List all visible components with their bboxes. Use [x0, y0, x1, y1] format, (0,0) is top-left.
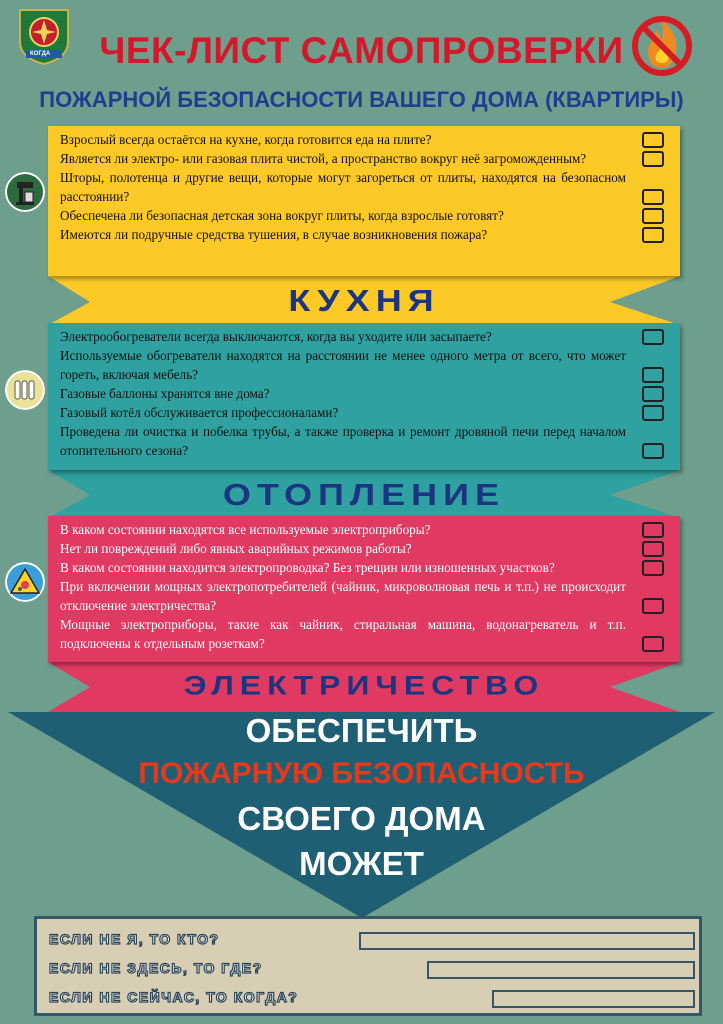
page-subtitle: ПОЖАРНОЙ БЕЗОПАСНОСТИ ВАШЕГО ДОМА (КВАРТИРЫ) [39, 87, 684, 112]
emblem-text: КОГДА [30, 51, 51, 57]
checkbox-icon[interactable] [642, 405, 664, 421]
list-item: При включении мощных электропотребителей (чайник, микроволновая печь и т.п.) не происходит отключение электричества? [60, 577, 670, 615]
checkbox-icon[interactable] [642, 598, 664, 614]
footer-panel [34, 916, 702, 1016]
checkbox-icon[interactable] [642, 227, 664, 243]
section-label-electric: ЭЛЕКТРИЧЕСТВО [183, 669, 545, 701]
section-label-kitchen: КУХНЯ [288, 283, 440, 318]
list-item: Нет ли повреждений либо явных аварийных режимов работы? [60, 539, 670, 558]
checkbox-icon[interactable] [642, 560, 664, 576]
coffee-maker-icon [5, 172, 45, 212]
section-label-heating: ОТОПЛЕНИЕ [222, 477, 506, 512]
list-item: В каком состоянии находится электропроводка? Без трещин или изношенных участков? [60, 558, 670, 577]
checkbox-icon[interactable] [642, 329, 664, 345]
list-item: Газовый котёл обслуживается профессионалами? [60, 403, 670, 422]
page-title: ЧЕК-ЛИСТ САМОПРОВЕРКИ [99, 30, 624, 71]
heating-checklist [48, 323, 680, 470]
checkbox-icon[interactable] [642, 636, 664, 652]
checkbox-icon[interactable] [642, 541, 664, 557]
checkbox-icon[interactable] [642, 189, 664, 205]
footer-question-2: ЕСЛИ НЕ ЗДЕСЬ, ТО ГДЕ? [49, 960, 263, 976]
list-item: Шторы, полотенца и другие вещи, которые могут загореться от плиты, находятся на безопасном расстоянии? [60, 168, 670, 206]
footer-question-1: ЕСЛИ НЕ Я, ТО КТО? [49, 931, 220, 947]
checkbox-icon[interactable] [642, 132, 664, 148]
list-item: Газовые баллоны хранятся вне дома? [60, 384, 670, 403]
checkbox-icon[interactable] [642, 367, 664, 383]
checkbox-icon[interactable] [642, 522, 664, 538]
kitchen-checklist [48, 126, 680, 276]
checkbox-icon[interactable] [642, 208, 664, 224]
list-item: Обеспечена ли безопасная детская зона вокруг плиты, когда взрослые готовят? [60, 206, 670, 225]
list-item: Электрообогреватели всегда выключаются, когда вы уходите или засыпаете? [60, 327, 670, 346]
electric-hazard-icon [5, 562, 45, 602]
slogan-line-2: ПОЖАРНУЮ БЕЗОПАСНОСТЬ [138, 757, 585, 790]
footer-question-3: ЕСЛИ НЕ СЕЙЧАС, ТО КОГДА? [49, 989, 299, 1005]
list-item: В каком состоянии находятся все используемые электроприборы? [60, 520, 670, 539]
checkbox-icon[interactable] [642, 151, 664, 167]
list-item: Мощные электроприборы, такие как чайник, стиральная машина, водонагреватель и т.п. подключены к отдельным розеткам? [60, 615, 670, 653]
list-item: Взрослый всегда остаётся на кухне, когда готовится еда на плите? [60, 130, 670, 149]
slogan-line-4: МОЖЕТ [299, 845, 424, 882]
checkbox-icon[interactable] [642, 443, 664, 459]
list-item: Является ли электро- или газовая плита чистой, а пространство вокруг неё загроможденным? [60, 149, 670, 168]
checkbox-icon[interactable] [642, 386, 664, 402]
answer-field-2[interactable] [427, 961, 695, 979]
answer-field-1[interactable] [359, 932, 695, 950]
slogan-line-1: ОБЕСПЕЧИТЬ [245, 712, 478, 749]
radiator-icon [5, 370, 45, 410]
slogan-line-3: СВОЕГО ДОМА [237, 800, 486, 837]
list-item: Используемые обогреватели находятся на расстоянии не менее одного метра от всего, что может гореть, включая мебель? [60, 346, 670, 384]
electric-checklist [48, 516, 680, 662]
list-item: Проведена ли очистка и побелка трубы, а также проверка и ремонт дровяной печи перед началом отопительного сезона? [60, 422, 670, 460]
answer-field-3[interactable] [492, 990, 695, 1008]
list-item: Имеются ли подручные средства тушения, в случае возникновения пожара? [60, 225, 670, 244]
